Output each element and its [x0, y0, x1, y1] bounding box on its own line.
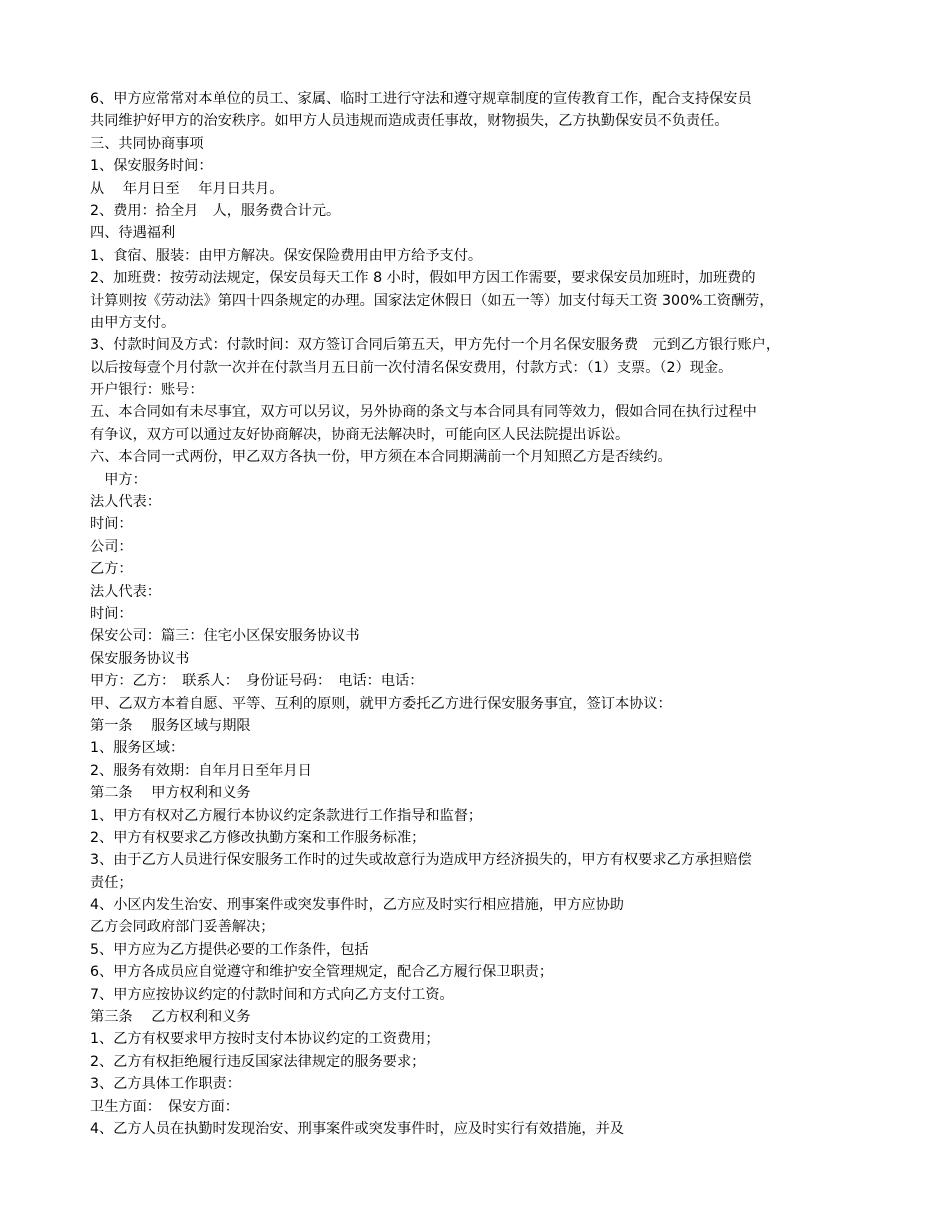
text-line: 计算则按《劳动法》第四十四条规定的办理。国家法定休假日（如五一等）加支付每天工资 300%工资酬劳，	[90, 292, 774, 309]
text-line: 有争议，双方可以通过友好协商解决，协商无法解决时，可能向区人民法院提出诉讼。	[90, 426, 630, 443]
text-line: 以后按每壹个月付款一次并在付款当月五日前一次付清名保安费用，付款方式：（1）支票。（2）现金。	[90, 359, 733, 376]
text-line: 1、保安服务时间：	[90, 158, 213, 175]
signature-field: 时间：	[90, 605, 133, 622]
text-line: 六、本合同一式两份，甲乙双方各执一份，甲方须在本合同期满前一个月知照乙方是否续约。	[90, 449, 672, 466]
text-line: 6、甲方应常常对本单位的员工、家属、临时工进行守法和遵守规章制度的宣传教育工作，配合支持保安员	[90, 91, 752, 107]
document-page	[90, 88, 890, 1140]
text-line: 2、乙方有权拒绝履行违反国家法律规定的服务要求；	[90, 1053, 426, 1070]
text-line: 2、加班费：按劳动法规定，保安员每天工作 8 小时，假如甲方因工作需要，要求保安员加班时，加班费的	[90, 270, 756, 287]
signature-field: 法人代表：	[90, 494, 161, 511]
article-heading: 第三条 乙方权利和义务	[90, 1009, 251, 1026]
signature-field: 甲方：	[90, 471, 147, 488]
text-line: 开户银行：账号：	[90, 382, 204, 399]
text-line: 由甲方支付。	[90, 314, 176, 331]
text-line: 责任；	[90, 874, 133, 891]
text-line: 2、费用：拾全月 人，服务费合计元。	[90, 202, 341, 219]
document-title: 保安服务协议书	[90, 650, 190, 667]
signature-field: 法人代表：	[90, 583, 161, 600]
text-line: 6、甲方各成员应自觉遵守和维护安全管理规定，配合乙方履行保卫职责；	[90, 964, 554, 981]
text-line: 乙方会同政府部门妥善解决；	[90, 919, 275, 936]
text-line: 五、本合同如有未尽事宜，双方可以另议，另外协商的条文与本合同具有同等效力，假如合同在执行过程中	[90, 404, 757, 421]
text-line: 1、服务区域：	[90, 740, 185, 757]
text-line: 2、甲方有权要求乙方修改执勤方案和工作服务标准；	[90, 829, 426, 846]
text-line: 4、乙方人员在执勤时发现治安、刑事案件或突发事件时，应及时实行有效措施，并及	[90, 1120, 624, 1137]
text-line: 7、甲方应按协议约定的付款时间和方式向乙方支付工资。	[90, 986, 454, 1003]
text-line: 从 年月日至 年月日共月。	[90, 180, 284, 197]
signature-field: 乙方：	[90, 561, 133, 578]
section-heading: 四、待遇福利	[90, 225, 176, 242]
text-line: 保安公司：篇三：住宅小区保安服务协议书	[90, 628, 360, 645]
text-line: 3、乙方具体工作职责：	[90, 1076, 241, 1093]
article-heading: 第一条 服务区域与期限	[90, 717, 251, 734]
section-heading: 三、共同协商事项	[90, 135, 204, 152]
signature-field: 公司：	[90, 538, 133, 555]
text-line: 3、付款时间及方式：付款时间：双方签订合同后第五天，甲方先付一个月名保安服务费 元到乙方银行账户，	[90, 337, 781, 354]
text-line: 3、由于乙方人员进行保安服务工作时的过失或故意行为造成甲方经济损失的，甲方有权要求乙方承担赔偿	[90, 852, 752, 869]
text-line: 4、小区内发生治安、刑事案件或突发事件时，乙方应及时实行相应措施，甲方应协助	[90, 897, 624, 914]
article-heading: 第二条 甲方权利和义务	[90, 785, 251, 802]
text-line: 共同维护好甲方的治安秩序。如甲方人员违规而造成责任事故，财物损失，乙方执勤保安员不负责任。	[90, 113, 729, 130]
text-line: 1、食宿、服装：由甲方解决。保安保险费用由甲方给予支付。	[90, 247, 483, 264]
text-line: 1、乙方有权要求甲方按时支付本协议约定的工资费用；	[90, 1031, 440, 1048]
text-line: 甲方：乙方： 联系人： 身份证号码： 电话：电话：	[90, 673, 424, 690]
text-line: 甲、乙双方本着自愿、平等、互利的原则，就甲方委托乙方进行保安服务事宜，签订本协议：	[90, 695, 672, 712]
signature-field: 时间：	[90, 516, 133, 533]
text-line: 5、甲方应为乙方提供必要的工作条件，包括	[90, 941, 369, 958]
text-line: 2、服务有效期：自年月日至年月日	[90, 762, 312, 779]
text-line: 卫生方面： 保安方面：	[90, 1098, 239, 1115]
text-line: 1、甲方有权对乙方履行本协议约定条款进行工作指导和监督；	[90, 807, 483, 824]
